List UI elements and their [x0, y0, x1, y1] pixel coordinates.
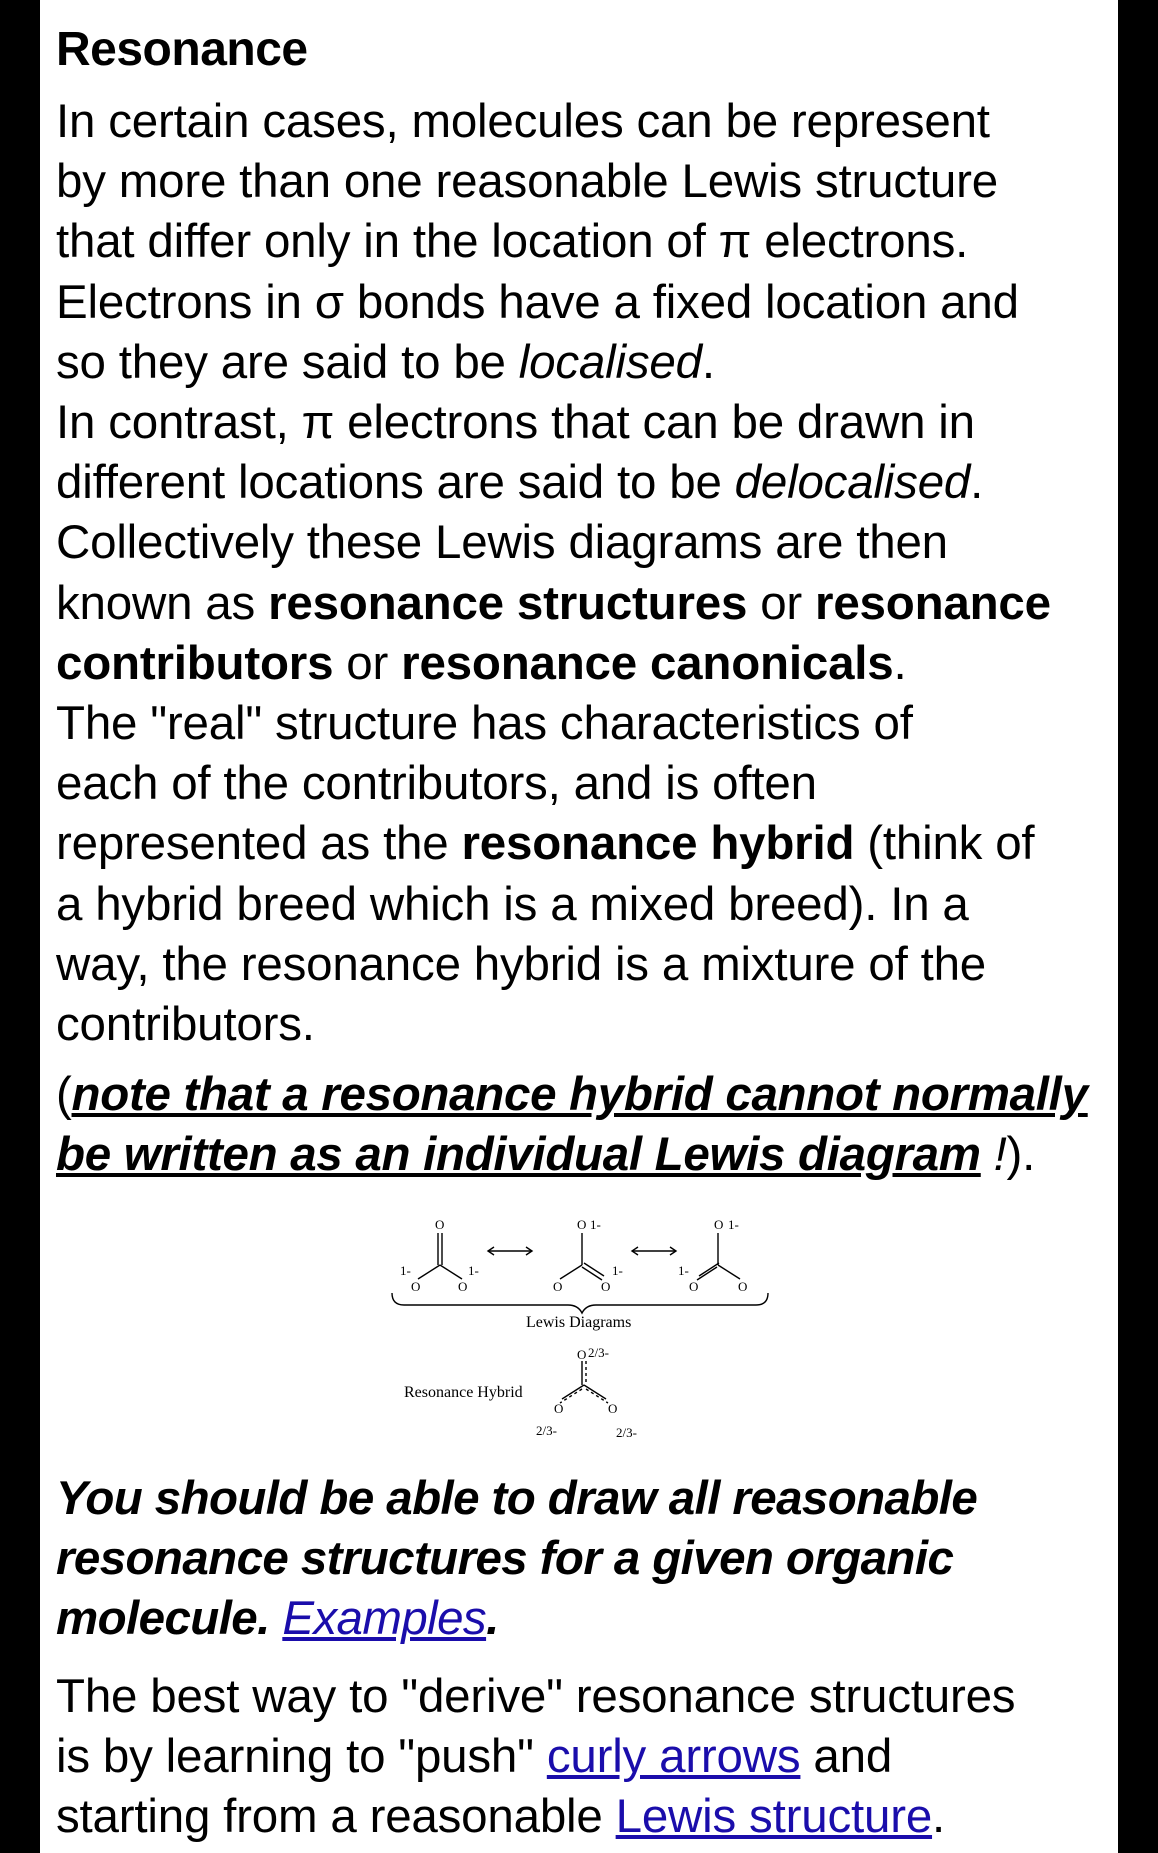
article-page: [40, 0, 1118, 1853]
paragraph-hybrid: The "real" structure has characteristics of each of the contributors, and is often represented as the resonance hybrid (think of a hybrid breed which is a mixed breed). In a way, the resonance hybrid is a mixture of the contributors.: [56, 697, 1035, 1052]
term-localised: localised: [518, 335, 702, 389]
note-paragraph: (note that a resonance hybrid cannot normally be written as an individual Lewis diagram !).: [56, 1068, 1088, 1182]
charge-label: 2/3-: [536, 1423, 557, 1439]
term-resonance-structures: resonance structures: [268, 576, 748, 630]
carbonate-resonance-diagram: [48, 1213, 1110, 1453]
atom-o-left-2: O: [553, 1279, 563, 1295]
term-resonance-hybrid: resonance hybrid: [461, 817, 855, 871]
charge-label: 2/3-: [616, 1425, 637, 1441]
atom-o-left-3: O: [689, 1279, 699, 1295]
charge-label: 1-: [468, 1263, 479, 1279]
curly-arrows-link[interactable]: curly arrows: [546, 1730, 801, 1784]
atom-o-right-hybrid: O: [608, 1401, 618, 1417]
atom-o-right-2: O: [601, 1279, 611, 1295]
atom-o-right-1: O: [458, 1279, 468, 1295]
resonance-hybrid-label: Resonance Hybrid: [404, 1384, 523, 1402]
paragraph-derive: The best way to "derive" resonance structures is by learning to "push" curly arrows and starting from a reasonable Lewis structure.: [56, 1670, 1016, 1844]
charge-label: 1-: [678, 1263, 689, 1279]
term-resonance-contributors-a: resonance: [815, 576, 1051, 630]
atom-o-right-3: O: [738, 1279, 748, 1295]
atom-o-top-2: O: [577, 1217, 587, 1233]
charge-label: 1-: [728, 1217, 739, 1233]
paragraph-definition: In certain cases, molecules can be represent by more than one reasonable Lewis structure that differ only in the location of π electrons. Electrons in σ bonds have a fixed location and so they are said to be localised.: [56, 95, 1019, 389]
lewis-structure-link[interactable]: Lewis structure: [615, 1790, 933, 1844]
atom-o-top-1: O: [435, 1217, 445, 1233]
term-delocalised: delocalised: [734, 456, 971, 510]
term-resonance-canonicals: resonance canonicals: [401, 636, 894, 690]
paragraph-contrast: In contrast, π electrons that can be drawn in different locations are said to be delocalised.: [56, 396, 984, 510]
atom-o-top-3: O: [714, 1217, 724, 1233]
charge-label: 1-: [400, 1263, 411, 1279]
lewis-diagrams-label: Lewis Diagrams: [526, 1314, 632, 1332]
atom-o-left-1: O: [411, 1279, 421, 1295]
paragraph-collective: Collectively these Lewis diagrams are then known as resonance structures or resonance contributors or resonance canonicals.: [56, 516, 1051, 690]
atom-o-top-hybrid: O: [577, 1347, 587, 1363]
article-body: [56, 92, 1110, 1055]
charge-label: 1-: [612, 1263, 623, 1279]
charge-label: 2/3-: [588, 1345, 609, 1361]
term-resonance-contributors-b: contributors: [56, 636, 334, 690]
atom-o-left-hybrid: O: [554, 1401, 564, 1417]
learning-objective: You should be able to draw all reasonable resonance structures for a given organic molecule. Examples.: [56, 1472, 978, 1646]
page-title: Resonance: [56, 23, 308, 76]
charge-label: 1-: [590, 1217, 601, 1233]
examples-link[interactable]: Examples: [282, 1592, 487, 1646]
resonance-figure: [48, 1213, 1110, 1453]
